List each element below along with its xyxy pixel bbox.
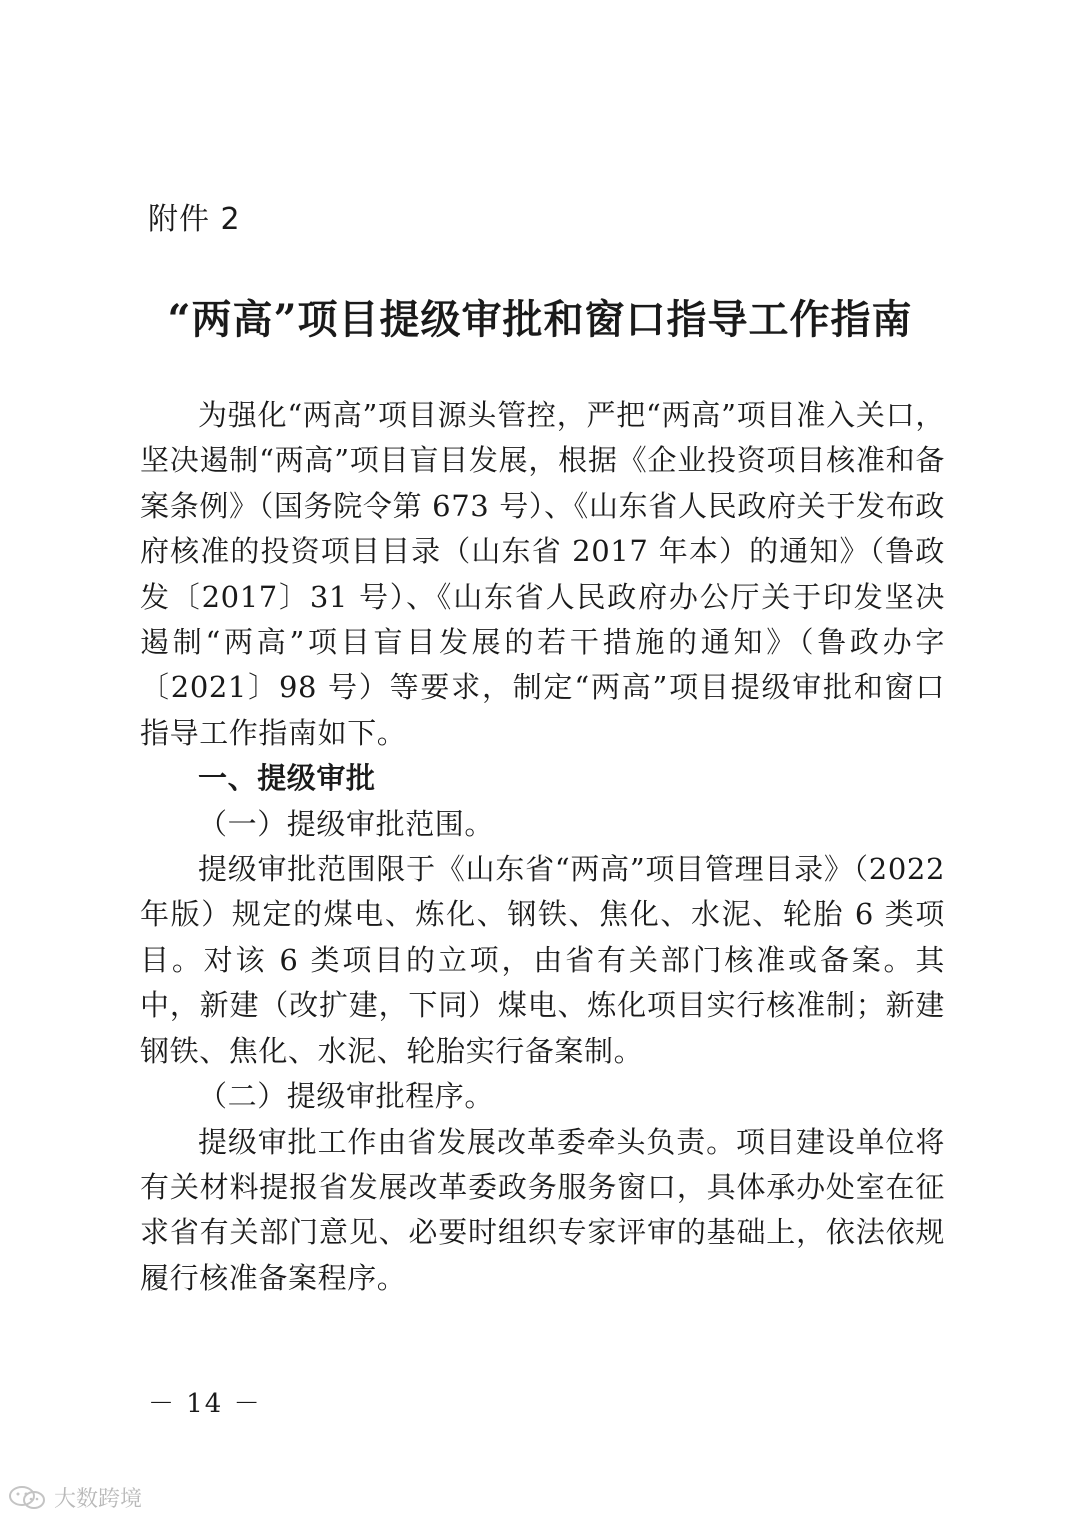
wechat-logo-icon	[8, 1485, 48, 1511]
subsection-heading-procedure: （二）提级审批程序。	[198, 1079, 495, 1114]
subsection-heading-scope: （一）提级审批范围。	[198, 806, 495, 841]
document-body	[140, 393, 945, 1301]
document-title: “两高”项目提级审批和窗口指导工作指南	[167, 296, 913, 343]
section-heading-approval: 一、提级审批	[198, 761, 376, 796]
intro-paragraph: 为强化“两高”项目源头管控，严把“两高”项目准入关口，坚决遏制“两高”项目盲目发展，根据《企业投资项目核准和备案条例》（国务院令第 673 号）、《山东省人民政府关于发布政府核准的投资项目目录（山东省 2017 年本）的通知》（鲁政发〔2017〕31 号）、《山东省人民政府办公厅关于印发坚决遏制“两高”项目盲目发展的若干措施的通知》（鲁政办字〔2021〕98 号）等要求，制定“两高”项目提级审批和窗口指导工作指南如下。	[140, 398, 945, 750]
page-number: － 14 －	[148, 1389, 262, 1419]
watermark-text: 大数跨境	[54, 1487, 143, 1512]
attachment-label: 附件 2	[148, 202, 241, 237]
scope-paragraph: 提级审批范围限于《山东省“两高”项目管理目录》（2022 年版）规定的煤电、炼化、钢铁、焦化、水泥、轮胎 6 类项目。对该 6 类项目的立项，由省有关部门核准或备案。其中，新建（改扩建，下同）煤电、炼化项目实行核准制；新建钢铁、焦化、水泥、轮胎实行备案制。	[140, 852, 945, 1068]
watermark	[8, 1482, 142, 1513]
procedure-paragraph: 提级审批工作由省发展改革委牵头负责。项目建设单位将有关材料提报省发展改革委政务服务窗口，具体承办处室在征求省有关部门意见、必要时组织专家评审的基础上，依法依规履行核准备案程序。	[140, 1124, 945, 1295]
